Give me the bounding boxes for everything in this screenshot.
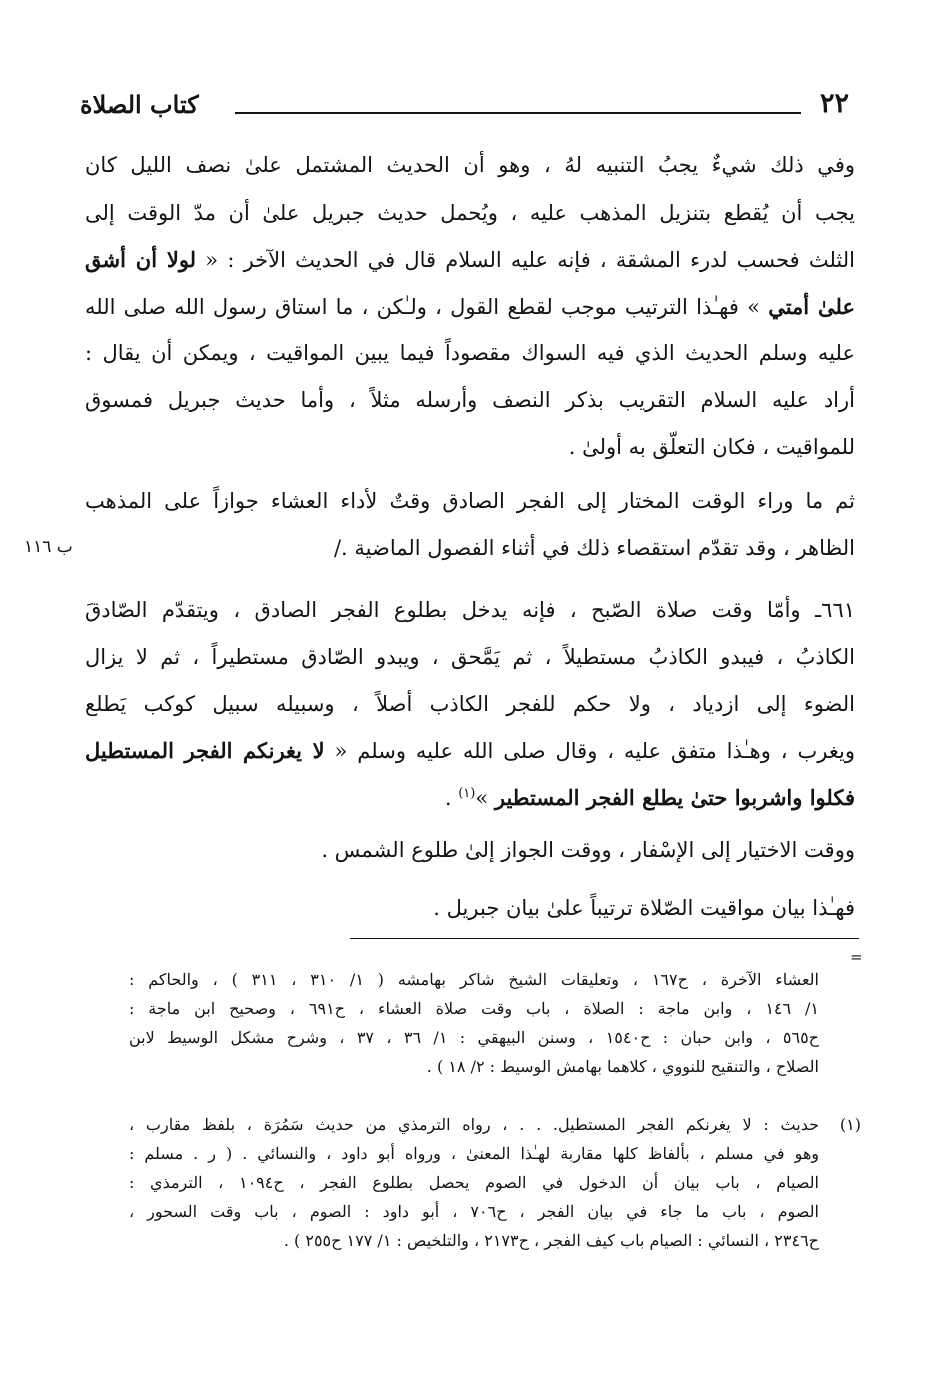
footnote-line: ١/ ١٤٦ ، وابن ماجة : الصلاة ، باب وقت صلاة العشاء ، ح٦٩١ ، وصحيح ابن ماجة : xyxy=(129,999,820,1018)
text-line: الظاهر ، وقد تقدّم استقصاء ذلك في أثناء الفصول الماضية ./ xyxy=(333,536,855,560)
text-segment: ويغرب ، وهـٰذا متفق عليه ، وقال صلى الله عليه وسلم « xyxy=(334,739,855,763)
footnote-line: وهو في مسلم ، بألفاظ كلها مقاربة لهـٰذا المعنىٰ ، ورواه أبو داود ، والنسائي . ( ر . مسلم : xyxy=(129,1144,819,1163)
text-line: أراد عليه السلام التقريب بذكر النصف وأرسله مثلاً ، وأما حديث جبريل فمسوق xyxy=(85,388,855,412)
text-segment: » فهـٰذا الترتيب موجب لقطع القول ، ولـٰكن ، ما استاق رسول الله صلى الله xyxy=(85,295,769,319)
footnote-continuation-mark: = xyxy=(850,948,863,966)
footnote-line: الصلاح ، والتنقيح للنووي ، كلاهما بهامش الوسيط : ٢/ ١٨ ) . xyxy=(426,1057,819,1076)
footnote-number: (١) xyxy=(839,1115,861,1134)
text-line: وفي ذلك شيءٌ يجبُ التنبيه لهُ ، وهو أن الحديث المشتمل علىٰ نصف الليل كان xyxy=(85,153,855,177)
footnote-line: الصوم ، باب ما جاء في بيان الفجر ، ح٧٠٦ ، أبو داود : الصوم ، باب وقت السحور ، xyxy=(129,1202,819,1221)
text-line: عليه وسلم الحديث الذي فيه السواك مقصوداً فيما يبين المواقيت ، ويمكن أن يقال : xyxy=(85,341,855,365)
text-line: يجب أن يُقطع بتنزيل المذهب عليه ، ويُحمل حديث جبريل علىٰ أن مدّ الوقت إلى xyxy=(85,201,855,225)
footnote-reference: (١) xyxy=(458,786,476,801)
text-line: للمواقيت ، فكان التعلّق به أولىٰ . xyxy=(568,435,855,459)
text-line xyxy=(85,778,855,818)
book-title: كتاب الصلاة xyxy=(80,90,199,119)
footnote-line: العشاء الآخرة ، ح١٦٧ ، وتعليقات الشيخ شاكر بهامشه ( ١/ ٣١٠ ، ٣١١ ) ، والحاكم : xyxy=(129,970,819,989)
text-line: ثم ما وراء الوقت المختار إلى الفجر الصادق وقتٌ لأداء العشاء جوازاً على المذهب xyxy=(85,489,855,513)
text-segment: الثلث فحسب لدرء المشقة ، فإنه عليه السلام قال في الحديث الآخر : « xyxy=(205,248,855,272)
text-line: ٦٦١ـ وأمّا وقت صلاة الصّبح ، فإنه يدخل بطلوع الفجر الصادق ، ويتقدّم الصّادقَ xyxy=(85,598,856,622)
text-line: الضوء إلى ازدياد ، ولا حكم للفجر الكاذب أصلاً ، وسبيله سبيل كوكب يَطلع xyxy=(85,692,855,716)
footnote-line: الصيام ، باب بيان أن الدخول في الصوم يحصل بطلوع الفجر ، ح١٠٩٤ ، الترمذي : xyxy=(129,1173,820,1192)
text-line: فهـٰذا بيان مواقيت الصّلاة ترتيباً علىٰ بيان جبريل . xyxy=(433,896,855,920)
footnote-line: ح٢٣٤٦ ، النسائي : الصيام باب كيف الفجر ، ح٢١٧٣ ، والتلخيص : ١/ ١٧٧ ح٢٥٥ ) . xyxy=(283,1231,819,1250)
text-segment: . xyxy=(444,786,459,810)
footnote-rule xyxy=(350,938,859,939)
text-line xyxy=(85,240,855,280)
text-line: الكاذبُ ، فيبدو الكاذبُ مستطيلاً ، ثم يَمَّحق ، ويبدو الصّادق مستطيراً ، ثم لا يزال xyxy=(85,645,855,669)
text-line: ووقت الاختيار إلى الإسْفار ، ووقت الجواز إلىٰ طلوع الشمس . xyxy=(321,838,855,862)
text-line xyxy=(85,287,855,327)
bold-hadith-text: لا يغرنكم الفجر المستطيل xyxy=(85,738,325,763)
page-number: ٢٢ xyxy=(819,88,849,119)
text-segment: » xyxy=(475,786,495,810)
margin-folio-note: ب ١١٦ xyxy=(24,537,73,557)
text-line xyxy=(85,731,855,771)
bold-hadith-text: علىٰ أمتي xyxy=(768,294,855,319)
footnote-line: ح٥٦٥ ، وابن حبان : ح١٥٤٠ ، وسنن البيهقي : ١/ ٣٦ ، ٣٧ ، وشرح مشكل الوسيط لابن xyxy=(129,1028,819,1047)
bold-hadith-text: لولا أن أشق xyxy=(85,247,197,272)
bold-hadith-text: فكلوا واشربوا حتىٰ يطلع الفجر المستطير xyxy=(494,785,855,810)
footnote-line: حديث : لا يغرنكم الفجر المستطيل. . . ، رواه الترمذي من حديث سَمُرَة ، بلفظ مقارب ، xyxy=(129,1115,820,1134)
page-header xyxy=(80,88,849,128)
header-rule xyxy=(235,112,801,114)
